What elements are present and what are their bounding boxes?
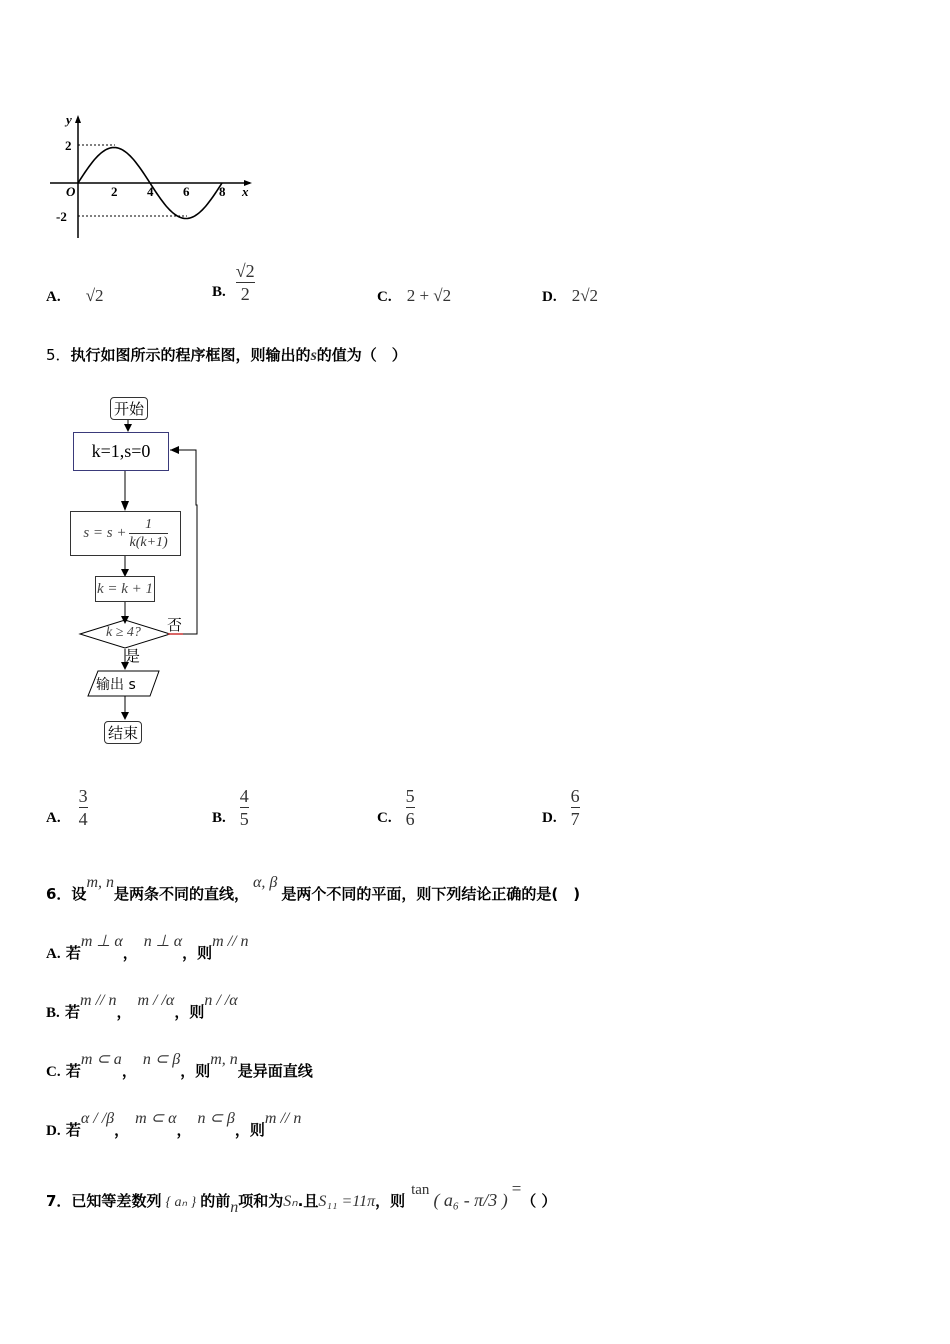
y-label: y <box>66 112 72 127</box>
option-label: B. <box>212 810 226 826</box>
question-7: 7．已知等差数列 { aₙ } 的前n项和为Sₙ.且S₁₁ =11π，则tan ( a₆ - π/3 )=（ ） <box>46 1179 557 1216</box>
option-value: √2 <box>85 286 104 305</box>
origin-label: O <box>66 184 76 199</box>
x-tick: 8 <box>219 184 226 199</box>
sine-graph <box>40 110 270 245</box>
denominator: 2 <box>240 284 250 304</box>
option-label: A. <box>46 810 61 826</box>
option-label: A. <box>46 289 61 305</box>
option-d[interactable]: D. $\frac{6}{7}$ <box>542 786 580 829</box>
option-value: 2√2 <box>571 286 599 305</box>
question-6: 6．设m, n是两条不同的直线，α, β是两个不同的平面，则下列结论正确的是( ) <box>46 874 581 903</box>
option-a[interactable] <box>46 286 104 306</box>
flow-end: 结束 <box>104 721 142 744</box>
x-tick: 6 <box>183 184 190 199</box>
q6-option-b[interactable]: B. 若m // n，m / /α，则n / /α <box>46 992 238 1021</box>
flow-increment: k = k + 1 <box>95 576 155 602</box>
x-label: x <box>242 184 249 199</box>
flow-init: k=1,s=0 <box>73 432 169 471</box>
question-5: 5．执行如图所示的程序框图，则输出的s的值为（ ） <box>46 346 407 364</box>
flow-condition: k ≥ 4? <box>106 625 141 640</box>
q6-option-a[interactable]: A. 若m ⊥ α，n ⊥ α，则m // n <box>46 933 249 962</box>
x-tick: 2 <box>111 184 118 199</box>
flow-start: 开始 <box>110 397 148 420</box>
flow-step: s = s + $\frac{1}{k(k+1)}$ <box>70 511 181 556</box>
option-c[interactable] <box>377 286 451 306</box>
q6-option-c[interactable]: C. 若m ⊂ a，n ⊂ β，则m, n是异面直线 <box>46 1051 313 1080</box>
option-label: D. <box>542 289 557 305</box>
option-b[interactable] <box>212 260 255 305</box>
q6-option-d[interactable]: D. 若α / /β，m ⊂ α，n ⊂ β，则m // n <box>46 1110 302 1139</box>
flow-output: 输出 s <box>96 677 136 693</box>
y-tick: 2 <box>65 138 72 153</box>
option-value: 2 + √2 <box>406 286 452 305</box>
option-b[interactable]: B. $\frac{4}{5}$ <box>212 786 249 829</box>
option-label: C. <box>377 289 392 305</box>
option-a[interactable]: A. $\frac{3}{4}$ <box>46 786 88 829</box>
flow-no-label: 否 <box>167 616 183 634</box>
option-label: D. <box>542 810 557 826</box>
option-c[interactable]: C. $\frac{5}{6}$ <box>377 786 415 829</box>
option-d[interactable] <box>542 286 598 306</box>
x-tick: 4 <box>147 184 154 199</box>
flow-yes-label: 是 <box>125 647 141 665</box>
option-label: C. <box>377 810 392 826</box>
option-label: B. <box>212 284 226 300</box>
y-tick: -2 <box>56 209 67 224</box>
numerator: √2 <box>235 261 255 281</box>
